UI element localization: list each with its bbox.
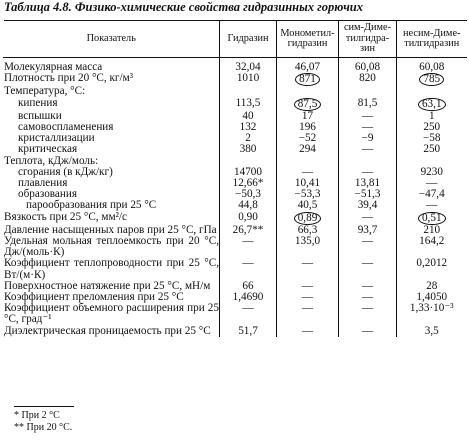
header-unsym-dimethylhydrazine: несим-Диметилгидразин: [397, 21, 467, 58]
handwritten-circle-mark: 0,51: [418, 212, 446, 225]
row-value: 28: [397, 281, 467, 292]
row-value: 196: [277, 122, 339, 133]
row-value: 66: [220, 281, 277, 292]
row-value: 26,7**: [220, 225, 277, 236]
row-value: —: [277, 258, 339, 280]
row-label: Диэлектрическая проницаемость при 25 °С: [4, 324, 211, 337]
row-value: —: [339, 111, 397, 122]
header-hydrazine: Гидразин: [220, 21, 277, 58]
row-value: 1,4050: [397, 292, 467, 303]
handwritten-circle-mark: 87,5: [294, 98, 322, 111]
row-value: 10,41: [277, 178, 339, 189]
footnote-rule: [14, 406, 74, 407]
row-label: Теплота, кДж/моль:: [4, 154, 99, 167]
row-label: Поверхностное натяжение при 25 °С, мН/м: [4, 279, 211, 292]
row-label: Вязкость при 25 °С, мм²/с: [4, 210, 127, 223]
row-value: −47,4: [397, 189, 467, 200]
row-value: —: [339, 326, 397, 337]
row-value: 132: [220, 122, 277, 133]
row-value: 13,81: [339, 178, 397, 189]
row-value: 0,2012: [397, 258, 467, 280]
row-value: —: [220, 258, 277, 280]
row-value: 60,08: [339, 62, 397, 73]
row-value: 135,0: [277, 236, 339, 258]
row-value-cell: [397, 98, 467, 111]
handwritten-circle-mark: 785: [419, 73, 444, 86]
row-value: —: [339, 303, 397, 325]
row-value: −51,3: [339, 189, 397, 200]
row-label: Молекулярная масса: [4, 61, 103, 73]
row-value: —: [277, 292, 339, 303]
row-label: Температура, °С:: [4, 85, 86, 98]
row-value: 14700: [220, 167, 277, 178]
row-value: 44,8: [220, 200, 277, 211]
row-label: Давление насыщенных паров при 25 °С, гПа: [4, 223, 217, 236]
row-label: образования: [18, 188, 78, 201]
row-value: 39,4: [339, 200, 397, 211]
row-label: самовоспламенения: [18, 121, 114, 134]
row-value: 294: [277, 144, 339, 155]
row-value: 60,08: [397, 62, 467, 73]
row-label: критическая: [18, 143, 78, 156]
header-sym-dimethylhydrazine: сим-Диметилгидразин: [339, 21, 397, 58]
row-value: [277, 86, 339, 97]
footnotes: [14, 410, 72, 434]
row-value: 32,04: [220, 62, 277, 73]
row-value: 40,5: [277, 200, 339, 211]
row-value: —: [277, 326, 339, 337]
row-value: —: [339, 167, 397, 178]
row-value: —: [339, 281, 397, 292]
row-value: −53,3: [277, 189, 339, 200]
row-value: 0,90: [220, 212, 277, 225]
row-value: —: [339, 144, 397, 155]
row-value: 250: [397, 122, 467, 133]
row-value: [397, 86, 467, 97]
header-parameter: Показатель: [4, 21, 220, 58]
row-value: —: [277, 167, 339, 178]
row-value: 46,07: [277, 62, 339, 73]
handwritten-circle-mark: 871: [295, 73, 320, 86]
row-value: —: [339, 212, 397, 225]
properties-table: [3, 20, 467, 337]
row-value: —: [339, 122, 397, 133]
row-value: 113,5: [220, 98, 277, 111]
table-row: [4, 303, 467, 325]
row-label: вспышки: [18, 109, 62, 122]
row-value: 3,5: [397, 326, 467, 337]
row-value: 210: [397, 225, 467, 236]
table-row: [4, 212, 467, 225]
row-label: сгорания (в кДж/кг): [18, 165, 113, 178]
row-label: Удельная мольная теплоемкость при 20 °С, Дж/(моль·К): [4, 235, 219, 259]
row-value: 17: [277, 111, 339, 122]
row-value: —: [277, 281, 339, 292]
row-value: −9: [339, 133, 397, 144]
header-monomethylhydrazine: Монометилгидразин: [277, 21, 339, 58]
row-value: 250: [397, 144, 467, 155]
row-value: −52: [277, 133, 339, 144]
row-value-cell: [277, 73, 339, 86]
row-value-cell: [277, 98, 339, 111]
row-value: −58: [397, 133, 467, 144]
row-value: 820: [339, 73, 397, 86]
row-value-cell: [397, 73, 467, 86]
row-value: 1,33·10⁻³: [397, 303, 467, 325]
row-label: Коэффициент преломления при 25 °С: [4, 291, 184, 304]
row-label: Коэффициент объемного расширения при 25 °С, град⁻¹: [4, 302, 219, 326]
row-value: —: [339, 236, 397, 258]
table-row: [4, 86, 467, 97]
row-label: Коэффициент теплопроводности при 25 °С, Вт/(м·К): [4, 257, 219, 281]
row-value: 1: [397, 111, 467, 122]
header-row: [4, 21, 467, 58]
row-value: 12,66*: [220, 178, 277, 189]
row-value: [220, 86, 277, 97]
table-row: [4, 200, 467, 211]
row-value: 40: [220, 111, 277, 122]
row-value: —: [397, 178, 467, 189]
row-value: —: [277, 303, 339, 325]
row-value: 66,3: [277, 225, 339, 236]
row-value-cell: [397, 212, 467, 225]
row-label: парообразования при 25 °С: [26, 199, 157, 212]
row-value: [339, 86, 397, 97]
row-label: Плотность при 20 °С, кг/м³: [4, 72, 134, 85]
row-value: 93,7: [339, 225, 397, 236]
row-label: кристаллизации: [18, 132, 95, 145]
table-row: [4, 236, 467, 258]
table-row: [4, 144, 467, 155]
row-label: кипения: [18, 96, 58, 109]
row-label: плавления: [18, 177, 68, 190]
row-value: —: [397, 200, 467, 211]
row-value: 1,4690: [220, 292, 277, 303]
row-value: —: [339, 292, 397, 303]
row-value: —: [220, 236, 277, 258]
footnote-2: ** При 20 °С.: [14, 422, 73, 433]
row-value: 51,7: [220, 326, 277, 337]
row-value: −50,3: [220, 189, 277, 200]
table-row: [4, 98, 467, 111]
row-value: —: [339, 258, 397, 280]
row-value-cell: [277, 212, 339, 225]
table-row: [4, 326, 467, 337]
handwritten-circle-mark: 63,1: [418, 98, 446, 111]
row-value: 1010: [220, 73, 277, 86]
table-row: [4, 258, 467, 280]
row-value: 2: [220, 133, 277, 144]
row-value: —: [220, 303, 277, 325]
row-value: 9230: [397, 167, 467, 178]
row-value: 81,5: [339, 98, 397, 111]
handwritten-circle-mark: 0,89: [294, 212, 322, 225]
table-caption: Таблица 4.8. Физико-химические свойства гидразинных горючих: [4, 0, 363, 14]
row-value: 164,2: [397, 236, 467, 258]
row-value: 380: [220, 144, 277, 155]
footnote-1: * При 2 °С: [14, 410, 60, 421]
